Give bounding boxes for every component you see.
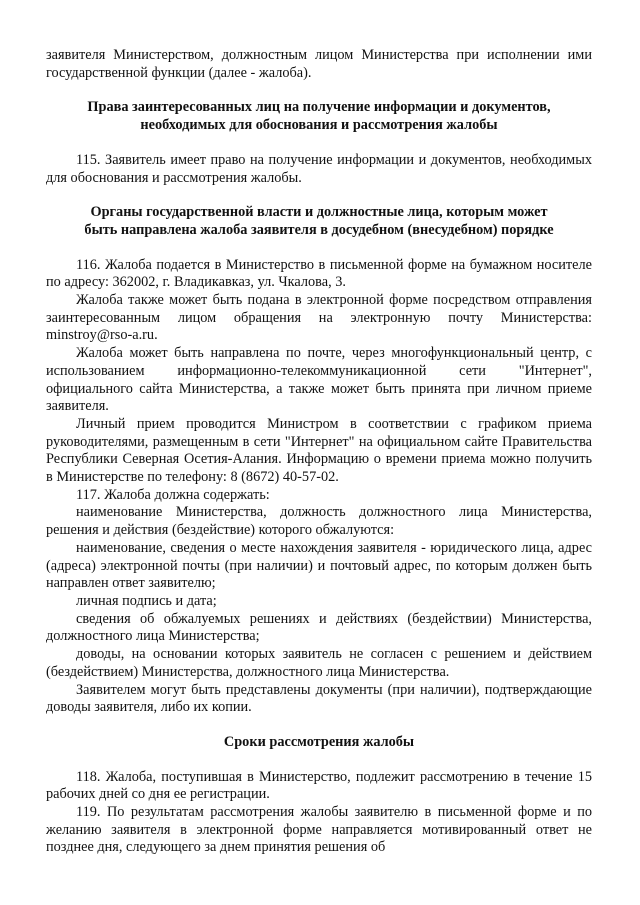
paragraph-116-mail: Жалоба может быть направлена по почте, через многофункциональный центр, с использованием информационно-телекоммуникационной сети "Интернет", официального сайта Министерства, а также может быть принята при личном приеме заявителя. <box>46 345 592 415</box>
intro-continuation: заявителя Министерством, должностным лицом Министерства при исполнении ими государственной функции (далее - жалоба). <box>46 47 592 81</box>
bodies-heading-line1: Органы государственной власти и должностные лица, которым может <box>90 204 548 221</box>
bodies-heading-line2: быть направлена жалоба заявителя в досудебном (внесудебном) порядке <box>84 221 554 238</box>
paragraph-117-item-4: сведения об обжалуемых решениях и действиях (бездействии) Министерства, должностного лица Министерства; <box>46 610 592 645</box>
paragraph-117-item-2: наименование, сведения о месте нахождения заявителя - юридического лица, адрес (адреса) электронной почты (при наличии) и почтовый адрес, по которым должен быть направлен ответ заявителю; <box>46 539 592 592</box>
paragraph-116-personal: Личный прием проводится Министром в соответствии с графиком приема руководителями, размещенным в сети "Интернет" на официальном сайте Правительства Республики Северная Осетия-Алания. Информацию о времени приема можно получить в Министерстве по телефону: 8 (8672) 40-57-02. <box>46 415 592 486</box>
rights-heading-line2: необходимых для обоснования и рассмотрения жалобы <box>140 117 498 134</box>
document-page <box>46 47 592 857</box>
paragraph-116-electronic: Жалоба также может быть подана в электронной форме посредством отправления заинтересованным лицом обращения на электронную почту Министерства: minstroy@rso-a.ru. <box>46 292 592 344</box>
paragraph-119: 119. По результатам рассмотрения жалобы заявителю в письменной форме и по желанию заявителя в электронной форме направляется мотивированный ответ не позднее дня, следующего за днем принятия решения об <box>46 804 592 856</box>
rights-heading-line1: Права заинтересованных лиц на получение информации и документов, <box>87 99 551 116</box>
paragraph-116: 116. Жалоба подается в Министерство в письменной форме на бумажном носителе по адресу: 362002, г. Владикавказ, ул. Чкалова, 3. <box>46 256 592 291</box>
terms-heading <box>46 734 592 752</box>
paragraph-117-item-3: личная подпись и дата; <box>76 592 217 609</box>
rights-heading <box>46 99 592 134</box>
terms-heading-text: Сроки рассмотрения жалобы <box>223 733 415 750</box>
paragraph-118: 118. Жалоба, поступившая в Министерство, подлежит рассмотрению в течение 15 рабочих дней со дня ее регистрации. <box>46 768 592 803</box>
paragraph-117: 117. Жалоба должна содержать: <box>76 486 270 503</box>
paragraph-117-documents: Заявителем могут быть представлены документы (при наличии), подтверждающие доводы заявителя, либо их копии. <box>46 681 592 716</box>
paragraph-117-item-5: доводы, на основании которых заявитель не согласен с решением и действием (бездействием) Министерства, должностного лица Министерства. <box>46 646 592 680</box>
paragraph-115: 115. Заявитель имеет право на получение информации и документов, необходимых для обоснования и рассмотрения жалобы. <box>46 151 592 186</box>
paragraph-117-item-1: наименование Министерства, должность должностного лица Министерства, решения и действия (бездействие) которого обжалуются: <box>46 504 592 539</box>
bodies-heading <box>46 204 592 239</box>
